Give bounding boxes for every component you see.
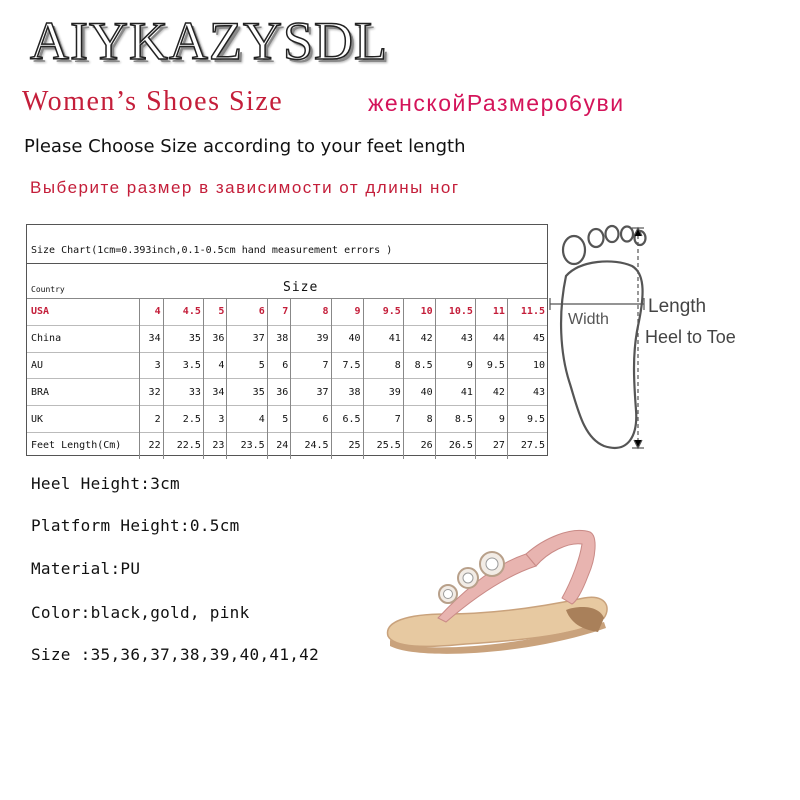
- spec-heel-height: Heel Height:3cm: [31, 474, 180, 493]
- foot-drawing: [561, 226, 645, 448]
- size-cell: 42: [403, 325, 435, 352]
- size-cell: 11: [475, 299, 507, 326]
- size-cell: 34: [140, 325, 164, 352]
- size-cell: 10: [507, 352, 547, 379]
- size-cell: 32: [140, 379, 164, 406]
- size-cell: 2.5: [163, 406, 203, 433]
- size-cell: 11.5: [507, 299, 547, 326]
- size-cell: 9: [435, 352, 475, 379]
- size-cell: 38: [267, 325, 291, 352]
- size-cell: 10: [403, 299, 435, 326]
- brand-logo: AIYKAZYSDL: [30, 11, 388, 71]
- country-header: Country: [31, 285, 65, 294]
- size-cell: 5: [227, 352, 267, 379]
- size-row-bra: [27, 379, 547, 406]
- size-cell: 9.5: [363, 299, 403, 326]
- size-cell: 9: [331, 299, 363, 326]
- size-cell: 45: [507, 325, 547, 352]
- size-cell: 4: [227, 406, 267, 433]
- size-cell: 34: [203, 379, 227, 406]
- size-cell: 37: [227, 325, 267, 352]
- width-label: Width: [568, 311, 609, 328]
- size-cell: 38: [331, 379, 363, 406]
- size-cell: 4: [140, 299, 164, 326]
- size-cell: 25.5: [363, 432, 403, 458]
- length-label: Length: [648, 296, 707, 317]
- size-cell: 22: [140, 432, 164, 458]
- size-cell: 36: [203, 325, 227, 352]
- size-cell: 24: [267, 432, 291, 458]
- length-measure: [632, 228, 644, 448]
- size-row-label: USA: [27, 299, 140, 326]
- size-cell: 8.5: [403, 352, 435, 379]
- title-russian: женскойРазмерo6уви: [368, 90, 625, 116]
- size-cell: 27: [475, 432, 507, 458]
- width-measure: [550, 298, 644, 310]
- size-cell: 3: [203, 406, 227, 433]
- size-cell: 25: [331, 432, 363, 458]
- size-cell: 44: [475, 325, 507, 352]
- size-cell: 27.5: [507, 432, 547, 458]
- size-cell: 3: [140, 352, 164, 379]
- size-cell: 7: [267, 299, 291, 326]
- size-row-china: [27, 325, 547, 352]
- size-cell: 9: [475, 406, 507, 433]
- size-row-feet-length-cm: [27, 432, 547, 458]
- size-cell: 36: [267, 379, 291, 406]
- size-cell: 23.5: [227, 432, 267, 458]
- size-cell: 8: [291, 299, 331, 326]
- instruction-russian: Выберите размер в зависимости от длины ног: [30, 178, 460, 197]
- spec-platform-height: Platform Height:0.5cm: [31, 516, 240, 535]
- size-cell: 43: [507, 379, 547, 406]
- size-header: Size: [283, 280, 319, 295]
- size-row-label: UK: [27, 406, 140, 433]
- size-cell: 24.5: [291, 432, 331, 458]
- size-cell: 4.5: [163, 299, 203, 326]
- size-chart-caption: Size Chart(1cm=0.393inch,0.1-0.5cm hand measurement errors ): [31, 245, 393, 256]
- size-row-usa: [27, 299, 547, 326]
- size-cell: 37: [291, 379, 331, 406]
- size-row-au: [27, 352, 547, 379]
- heel-to-toe-label: Heel to Toe: [645, 327, 736, 347]
- size-cell: 9.5: [475, 352, 507, 379]
- size-cell: 40: [403, 379, 435, 406]
- size-cell: 42: [475, 379, 507, 406]
- size-table: [27, 298, 547, 459]
- sandal-product-image: [376, 514, 616, 674]
- size-cell: 7.5: [331, 352, 363, 379]
- size-cell: 8.5: [435, 406, 475, 433]
- size-row-label: China: [27, 325, 140, 352]
- size-row-uk: [27, 406, 547, 433]
- size-cell: 39: [291, 325, 331, 352]
- size-cell: 23: [203, 432, 227, 458]
- size-row-label: Feet Length(Cm): [27, 432, 140, 458]
- size-cell: 41: [363, 325, 403, 352]
- size-cell: 7: [363, 406, 403, 433]
- size-cell: 5: [267, 406, 291, 433]
- size-cell: 33: [163, 379, 203, 406]
- spec-color: Color:black,gold, pink: [31, 603, 250, 622]
- size-chart: [26, 224, 548, 456]
- instruction-english: Please Choose Size according to your feet length: [24, 136, 466, 157]
- size-cell: 26: [403, 432, 435, 458]
- size-row-label: BRA: [27, 379, 140, 406]
- size-cell: 6.5: [331, 406, 363, 433]
- spec-material: Material:PU: [31, 559, 141, 578]
- size-cell: 7: [291, 352, 331, 379]
- size-cell: 5: [203, 299, 227, 326]
- size-cell: 40: [331, 325, 363, 352]
- size-cell: 43: [435, 325, 475, 352]
- size-row-label: AU: [27, 352, 140, 379]
- size-cell: 9.5: [507, 406, 547, 433]
- size-cell: 39: [363, 379, 403, 406]
- size-cell: 6: [227, 299, 267, 326]
- size-cell: 6: [267, 352, 291, 379]
- size-cell: 6: [291, 406, 331, 433]
- title-english: Women’s Shoes Size: [22, 86, 284, 117]
- caption-divider: [27, 263, 547, 264]
- size-cell: 10.5: [435, 299, 475, 326]
- size-cell: 4: [203, 352, 227, 379]
- size-cell: 26.5: [435, 432, 475, 458]
- size-cell: 35: [227, 379, 267, 406]
- size-cell: 35: [163, 325, 203, 352]
- size-cell: 3.5: [163, 352, 203, 379]
- size-cell: 22.5: [163, 432, 203, 458]
- spec-sizes: Size :35,36,37,38,39,40,41,42: [31, 645, 320, 664]
- size-cell: 2: [140, 406, 164, 433]
- size-cell: 41: [435, 379, 475, 406]
- size-cell: 8: [363, 352, 403, 379]
- size-cell: 8: [403, 406, 435, 433]
